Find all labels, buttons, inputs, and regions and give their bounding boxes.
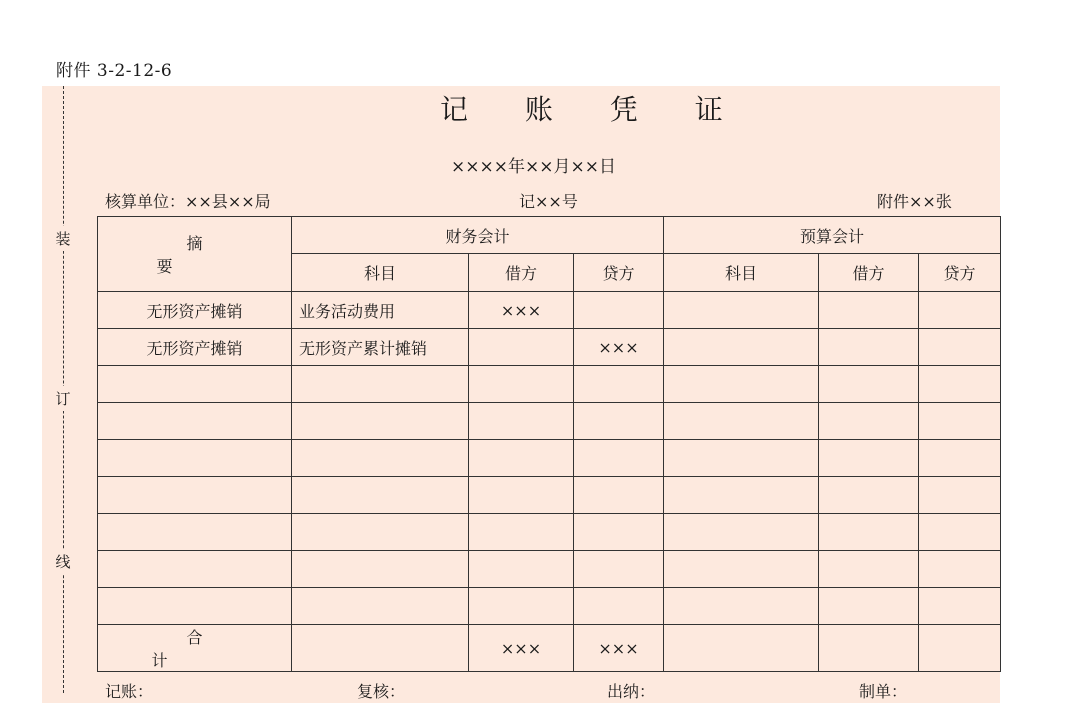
table-cell — [574, 477, 664, 514]
table-cell: 无形资产摊销 — [98, 329, 292, 366]
accounting-unit: 核算单位：××县××局 — [105, 192, 271, 211]
table-cell — [469, 440, 574, 477]
table-cell — [664, 588, 819, 625]
footer-cashier: 出纳： — [607, 682, 656, 701]
fin-credit-header: 贷方 — [574, 254, 664, 292]
table-cell — [292, 440, 469, 477]
attachment-label: 附件 3-2-12-6 — [56, 61, 173, 81]
total-cell — [919, 625, 1001, 672]
table-cell — [919, 403, 1001, 440]
table-cell — [664, 403, 819, 440]
footer-preparer: 制单： — [859, 682, 908, 701]
table-cell — [98, 514, 292, 551]
table-row — [98, 292, 1001, 329]
table-cell — [469, 588, 574, 625]
table-row — [98, 440, 1001, 477]
table-cell — [919, 551, 1001, 588]
budget-accounting-header: 预算会计 — [664, 217, 1001, 254]
table-cell — [98, 440, 292, 477]
table-row — [98, 551, 1001, 588]
footer-bookkeeper: 记账： — [105, 682, 154, 701]
table-cell — [919, 588, 1001, 625]
table-cell — [574, 588, 664, 625]
table-row — [98, 477, 1001, 514]
table-cell — [469, 366, 574, 403]
voucher-table — [97, 216, 1001, 672]
table-cell: ××× — [469, 292, 574, 329]
footer-reviewer: 复核： — [357, 682, 406, 701]
financial-accounting-header: 财务会计 — [292, 217, 664, 254]
voucher-number: 记××号 — [519, 192, 578, 211]
table-cell — [819, 366, 919, 403]
table-cell — [664, 366, 819, 403]
table-cell — [919, 514, 1001, 551]
table-cell — [574, 292, 664, 329]
table-cell — [574, 514, 664, 551]
table-cell — [98, 588, 292, 625]
table-cell — [819, 551, 919, 588]
total-row — [98, 625, 1001, 672]
budget-credit-header: 贷方 — [919, 254, 1001, 292]
table-cell — [292, 477, 469, 514]
budget-debit-header: 借方 — [819, 254, 919, 292]
table-row — [98, 366, 1001, 403]
table-cell — [919, 292, 1001, 329]
table-cell — [819, 440, 919, 477]
total-label: 合计 — [98, 625, 292, 672]
voucher-date: ××××年××月××日 — [451, 157, 616, 177]
table-cell — [664, 292, 819, 329]
total-cell: ××× — [574, 625, 664, 672]
binding-char-zhuang: 装 — [53, 226, 73, 251]
table-cell — [664, 514, 819, 551]
table-cell — [98, 366, 292, 403]
table-cell: 业务活动费用 — [292, 292, 469, 329]
table-cell — [292, 551, 469, 588]
total-cell — [292, 625, 469, 672]
total-cell — [664, 625, 819, 672]
table-cell — [469, 329, 574, 366]
table-cell — [819, 477, 919, 514]
table-cell — [819, 514, 919, 551]
table-cell — [819, 292, 919, 329]
table-cell — [469, 514, 574, 551]
table-cell — [664, 551, 819, 588]
binding-char-xian: 线 — [53, 549, 73, 574]
table-cell — [819, 403, 919, 440]
table-cell — [292, 588, 469, 625]
table-row — [98, 514, 1001, 551]
fin-debit-header: 借方 — [469, 254, 574, 292]
table-cell — [664, 440, 819, 477]
table-cell — [469, 477, 574, 514]
table-cell — [469, 403, 574, 440]
table-cell — [819, 588, 919, 625]
table-cell: ××× — [574, 329, 664, 366]
table-cell — [574, 551, 664, 588]
table-cell — [919, 329, 1001, 366]
table-cell — [292, 403, 469, 440]
table-cell: 无形资产摊销 — [98, 292, 292, 329]
table-cell — [574, 366, 664, 403]
budget-account-header: 科目 — [664, 254, 819, 292]
table-row — [98, 588, 1001, 625]
table-cell — [469, 551, 574, 588]
summary-header: 摘要 — [98, 217, 292, 292]
table-cell — [819, 329, 919, 366]
table-cell — [574, 440, 664, 477]
table-cell — [919, 440, 1001, 477]
fin-account-header: 科目 — [292, 254, 469, 292]
table-cell — [919, 366, 1001, 403]
table-cell: 无形资产累计摊销 — [292, 329, 469, 366]
table-cell — [664, 329, 819, 366]
table-cell — [98, 403, 292, 440]
attachment-count: 附件××张 — [877, 192, 952, 211]
voucher-title: 记 账 凭 证 — [440, 93, 747, 126]
table-cell — [292, 366, 469, 403]
table-cell — [664, 477, 819, 514]
total-cell — [819, 625, 919, 672]
table-cell — [292, 514, 469, 551]
table-cell — [574, 403, 664, 440]
table-cell — [919, 477, 1001, 514]
total-cell: ××× — [469, 625, 574, 672]
table-cell — [98, 477, 292, 514]
table-cell — [98, 551, 292, 588]
table-row — [98, 403, 1001, 440]
table-row — [98, 329, 1001, 366]
binding-char-ding: 订 — [53, 386, 73, 411]
